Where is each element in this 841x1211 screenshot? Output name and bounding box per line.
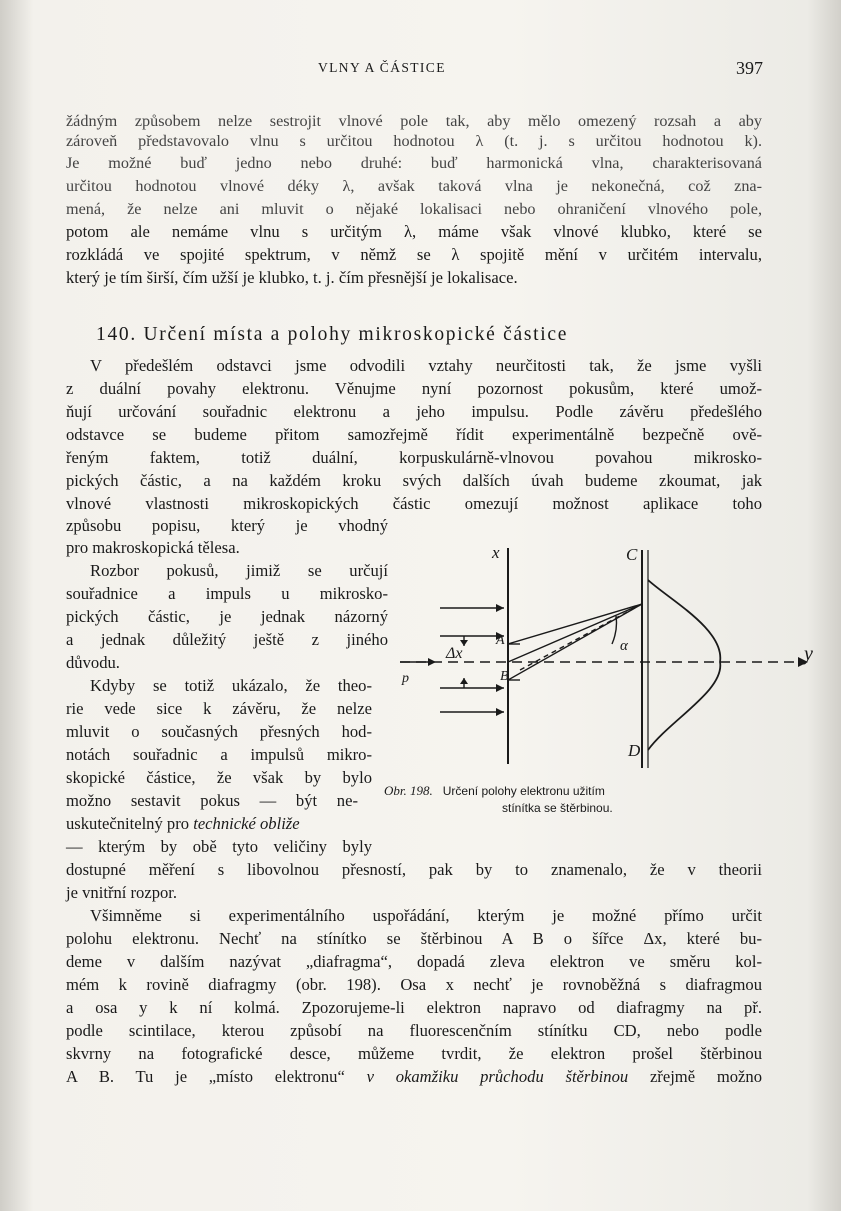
label-c: C — [626, 545, 638, 564]
intro-line: rozkládá ve spojité spektrum, v němž se λ spojitě mění v určitém intervalu, — [66, 245, 762, 264]
caption-line2: stínítka se štěrbinou. — [502, 801, 613, 815]
para3-line: — kterým by obě tyto veličiny byly — [66, 837, 372, 856]
para4-line: mém k rovině diafragmy (obr. 198). Osa x nechť je rovnoběžná s diafragmou — [66, 975, 762, 994]
dx-arrowhead — [460, 678, 468, 684]
section-heading — [96, 324, 568, 346]
label-alpha: α — [620, 638, 628, 654]
para1-line: pro makroskopická tělesa. — [66, 538, 240, 557]
last-line-italic: v okamžiku průchodu štěrbinou — [366, 1067, 629, 1086]
caption-line1: Určení polohy elektronu užitím — [442, 784, 605, 798]
intro-line: Je možné buď jedno nebo druhé: buď harmonická vlna, charakterisovaná — [66, 154, 762, 172]
para1-line: ňují určování souřadnic elektronu a jeho impulsu. Podle závěru předešlého — [66, 402, 762, 421]
intro-line: určitou hodnotou vlnové déky λ, avšak taková vlna je nekonečná, což zna- — [66, 177, 762, 195]
para1-line: řeným faktem, totiž duální, korpuskulárně-vlnovou povahou mikrosko- — [66, 448, 762, 467]
label-y: y — [804, 643, 813, 665]
arrowhead — [496, 708, 504, 716]
para1-line: V předešlém odstavci jsme odvodili vztahy neurčitosti tak, že jsme vyšli — [90, 356, 762, 375]
label-b: B — [500, 669, 509, 684]
intro-line: který je tím širší, čím užší je klubko, t. j. čím přesnější je lokalisace. — [66, 268, 518, 287]
para1-line: z duální povahy elektronu. Věnujme nyní pozornost pokusům, které umož- — [66, 379, 762, 398]
label-p: p — [402, 671, 409, 686]
ray — [520, 604, 642, 670]
para4-line: Všimněme si experimentálního uspořádání, kterým je možné přímo určit — [90, 906, 762, 925]
para4-line: podle scintilace, kterou způsobí na fluorescenčním stínítku CD, nebo podle — [66, 1021, 762, 1040]
running-header — [0, 58, 841, 82]
para4-line: deme v dalším nazývat „diafragma“, dopadá zleva elektron ve směru kol- — [66, 952, 762, 971]
running-title: VLNY A ČÁSTICE — [318, 60, 446, 75]
para3-line: Kdyby se totiž ukázalo, že theo- — [90, 676, 372, 695]
p-arrowhead — [428, 658, 436, 666]
para2-line: Rozbor pokusů, jimiž se určují — [90, 561, 388, 580]
para4-line: polohu elektronu. Nechť na stínítko se štěrbinou A B o šířce Δx, které bu- — [66, 929, 762, 948]
para3-text: uskutečnitelný pro — [66, 814, 194, 833]
para2-line: pických částic, je jednak názorný — [66, 607, 388, 626]
figure-caption — [384, 782, 784, 817]
label-x: x — [492, 543, 500, 562]
intro-line: potom ale nemáme vlnu s určitým λ, máme však vlnové klubko, které se — [66, 222, 762, 241]
arrowhead — [496, 604, 504, 612]
para2-line: a jednak důležitý ještě z jiného — [66, 630, 388, 649]
para3-line: je vnitřní rozpor. — [66, 883, 178, 902]
para1-line: pických částic, a na každém kroku svých dalších úvah budeme zkoumat, jak — [66, 471, 762, 490]
para3-line: dostupné měření s libovolnou přesností, pak by to znamenalo, že v theorii — [66, 860, 762, 879]
para3-line: mluvit o současných přesných hod- — [66, 722, 372, 741]
para3-line — [66, 814, 372, 834]
last-line-end: zřejmě možno — [628, 1067, 762, 1086]
page-number: 397 — [736, 58, 763, 78]
intensity-curve — [648, 580, 720, 750]
caption-label: Obr. 198. — [384, 783, 433, 798]
para1-line: vlnové vlastnosti mikroskopických částic omezují možnost aplikace toho — [66, 494, 762, 513]
para3-line: rie vede sice k závěru, že nelze — [66, 699, 372, 718]
label-d: D — [628, 741, 641, 760]
para4-line: skvrny na fotografické desce, můžeme tvrdit, že elektron prošel štěrbinou — [66, 1044, 762, 1063]
para3-line: notách souřadnic a impulsů mikro- — [66, 745, 372, 764]
para4-last-line — [66, 1067, 762, 1087]
para3-line: možno sestavit pokus — být ne- — [66, 791, 358, 810]
arrowhead — [496, 684, 504, 692]
label-dx: Δx — [446, 645, 463, 662]
section-number: 140. — [96, 324, 137, 345]
para1-line: způsobu popisu, který je vhodný — [66, 516, 388, 535]
section-title: Určení místa a polohy mikroskopické částice — [143, 324, 569, 345]
intro-line: žádným způsobem nelze sestrojit vlnové pole tak, aby mělo omezený rozsah a aby — [66, 112, 762, 130]
intro-line: mená, že nelze ani mluvit o nějaké lokalisaci nebo ohraničení vlnového pole, — [66, 200, 762, 218]
para3-line: skopické částice, že však by bylo — [66, 768, 372, 787]
intro-line: zároveň představovalo vlnu s určitou hodnotou λ (t. j. s určitou hodnotou k). — [66, 132, 762, 150]
para1-line: odstavce se budeme přitom samozřejmě řídit experimentálně bezpečně ově- — [66, 425, 762, 444]
para3-italic-phrase: technické obliže — [193, 814, 300, 833]
para4-line: a osa y k ní kolmá. Zpozorujeme-li elektron napravo od diafragmy na př. — [66, 998, 762, 1017]
last-line-start: A B. Tu je „místo elektronu“ — [66, 1067, 367, 1086]
label-a: A — [496, 633, 505, 648]
para2-line: souřadnice a impuls u mikrosko- — [66, 584, 388, 603]
para2-line: důvodu. — [66, 653, 120, 672]
figure-198-diagram — [380, 540, 820, 780]
